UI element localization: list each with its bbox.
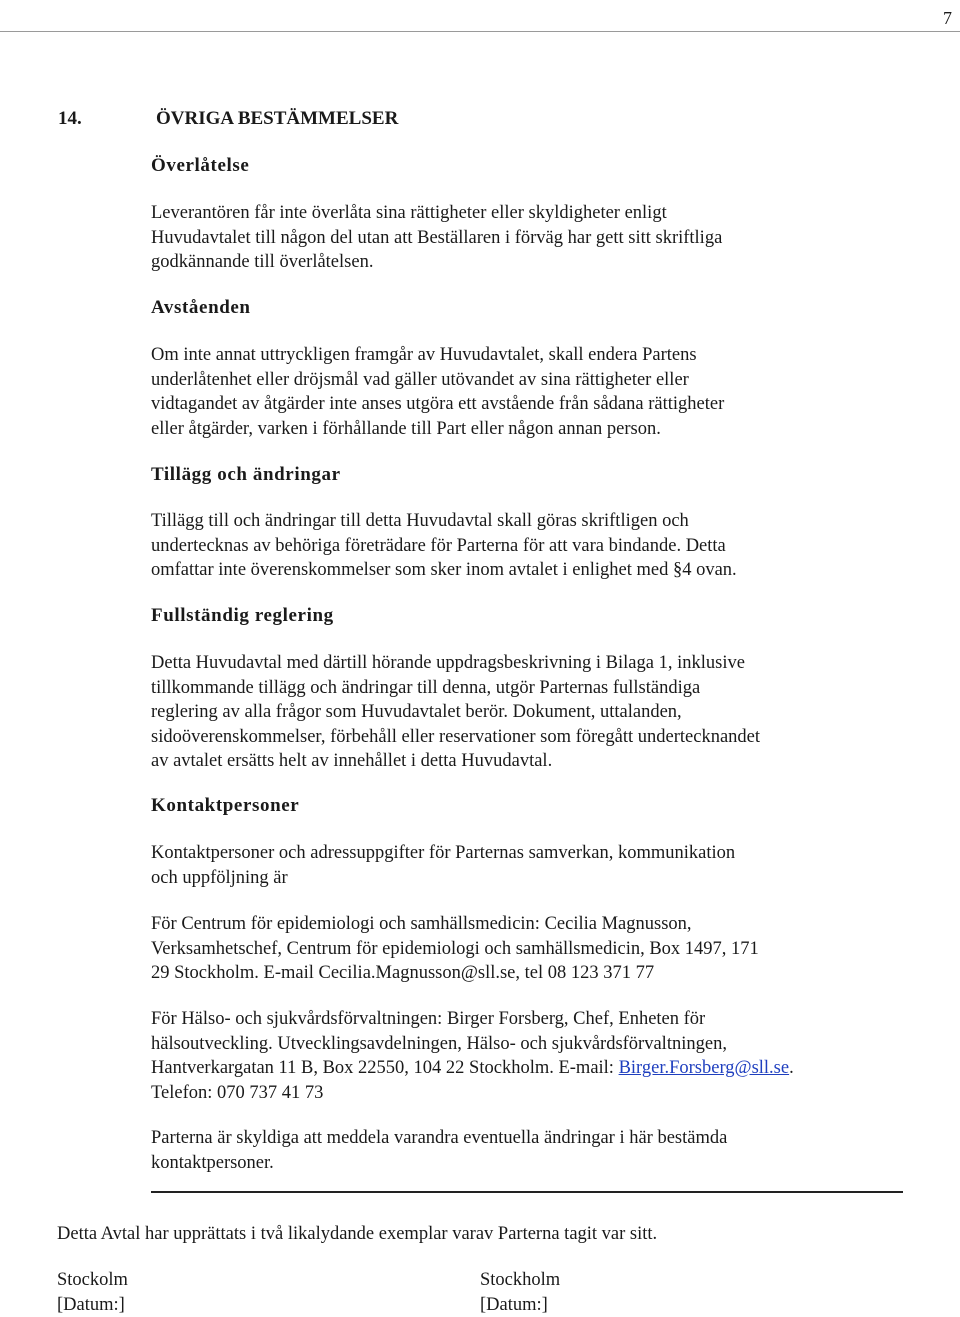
section-number: 14. xyxy=(58,107,156,132)
heading-kontaktpersoner: Kontaktpersoner xyxy=(151,794,299,819)
section-heading xyxy=(58,107,398,132)
address-text: Hantverkargatan 11 B, Box 22550, 104 22 Stockholm. E-mail: xyxy=(151,1058,619,1078)
paragraph-kontakt-intro xyxy=(151,841,931,890)
city-right: Stockholm xyxy=(480,1268,560,1293)
text-line: Tillägg till och ändringar till detta Huvudavtal skall göras skriftligen och xyxy=(151,509,931,534)
signature-block-left xyxy=(57,1268,128,1317)
phone-line: Telefon: 070 737 41 73 xyxy=(151,1081,931,1106)
text-line: Parterna är skyldiga att meddela varandra eventuella ändringar i här bestämda xyxy=(151,1126,931,1151)
text-line: 29 Stockholm. E-mail Cecilia.Magnusson@sll.se, tel 08 123 371 77 xyxy=(151,961,931,986)
heading-avstaenden: Avståenden xyxy=(151,296,251,321)
text-line: tillkommande tillägg och ändringar till denna, utgör Parternas fullständiga xyxy=(151,676,931,701)
email-link[interactable]: Birger.Forsberg@sll.se xyxy=(619,1058,790,1078)
heading-fullstandig: Fullständig reglering xyxy=(151,604,334,629)
paragraph-avstaenden xyxy=(151,343,931,441)
heading-overlatelse: Överlåtelse xyxy=(151,154,249,179)
text-line: Huvudavtalet till någon del utan att Beställaren i förväg har gett sitt skriftliga xyxy=(151,226,931,251)
text-line: Verksamhetschef, Centrum för epidemiologi och samhällsmedicin, Box 1497, 171 xyxy=(151,937,931,962)
paragraph-kontakt-halso xyxy=(151,1007,931,1105)
page-number: 7 xyxy=(943,6,952,31)
header-rule xyxy=(0,31,960,32)
paragraph-overlatelse xyxy=(151,201,931,275)
text-line: hälsoutveckling. Utvecklingsavdelningen, Hälso- och sjukvårdsförvaltningen, xyxy=(151,1032,931,1057)
text-line: och uppföljning är xyxy=(151,866,931,891)
text-line: För Hälso- och sjukvårdsförvaltningen: Birger Forsberg, Chef, Enheten för xyxy=(151,1007,931,1032)
city-left: Stockolm xyxy=(57,1268,128,1293)
text-line: av avtalet ersätts helt av innehållet i detta Huvudavtal. xyxy=(151,749,931,774)
text-line: sidoöverenskommelser, förbehåll eller reservationer som föregått undertecknandet xyxy=(151,725,931,750)
period-text: . xyxy=(789,1058,794,1078)
text-line: Kontaktpersoner och adressuppgifter för Parternas samverkan, kommunikation xyxy=(151,841,931,866)
signature-block-right xyxy=(480,1268,560,1317)
date-left: [Datum:] xyxy=(57,1293,128,1317)
text-line: Detta Huvudavtal med därtill hörande uppdragsbeskrivning i Bilaga 1, inklusive xyxy=(151,651,931,676)
agreement-statement: Detta Avtal har upprättats i två likalydande exemplar varav Parterna tagit var sitt. xyxy=(57,1222,657,1247)
section-title: ÖVRIGA BESTÄMMELSER xyxy=(156,108,398,129)
text-line: eller åtgärder, varken i förhållande till Part eller någon annan person. xyxy=(151,417,931,442)
text-line: undertecknas av behöriga företrädare för Parterna för att vara bindande. Detta xyxy=(151,534,931,559)
text-line: reglering av alla frågor som Huvudavtalet berör. Dokument, uttalanden, xyxy=(151,700,931,725)
paragraph-fullstandig xyxy=(151,651,931,774)
paragraph-kontakt-centrum xyxy=(151,912,931,986)
text-line xyxy=(151,1056,931,1081)
signature-divider xyxy=(151,1191,903,1193)
text-line: kontaktpersoner. xyxy=(151,1151,931,1176)
paragraph-kontakt-closing xyxy=(151,1126,931,1175)
paragraph-tillagg xyxy=(151,509,931,583)
text-line: godkännande till överlåtelsen. xyxy=(151,250,931,275)
text-line: underlåtenhet eller dröjsmål vad gäller utövandet av sina rättigheter eller xyxy=(151,368,931,393)
text-line: omfattar inte överenskommelser som sker inom avtalet i enlighet med §4 ovan. xyxy=(151,558,931,583)
text-line: För Centrum för epidemiologi och samhällsmedicin: Cecilia Magnusson, xyxy=(151,912,931,937)
date-right: [Datum:] xyxy=(480,1293,560,1317)
heading-tillagg: Tillägg och ändringar xyxy=(151,463,341,488)
text-line: vidtagandet av åtgärder inte anses utgöra ett avstående från sådana rättigheter xyxy=(151,392,931,417)
text-line: Om inte annat uttryckligen framgår av Huvudavtalet, skall endera Partens xyxy=(151,343,931,368)
text-line: Leverantören får inte överlåta sina rättigheter eller skyldigheter enligt xyxy=(151,201,931,226)
